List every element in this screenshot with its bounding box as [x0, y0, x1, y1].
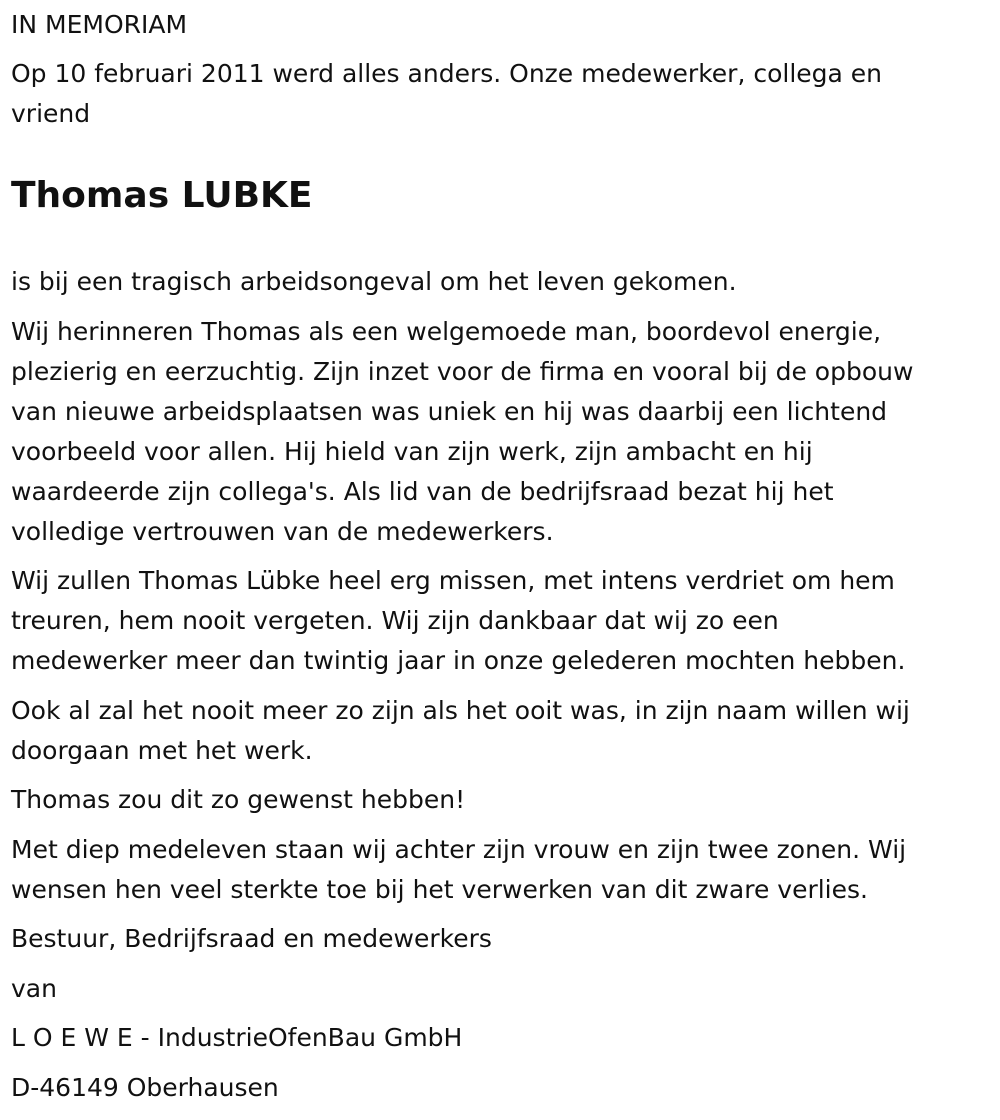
notice-title: IN MEMORIAM	[11, 10, 188, 39]
paragraph-2	[11, 312, 913, 552]
paragraph-line: Thomas zou dit zo gewenst hebben!	[11, 785, 466, 814]
paragraph-line: van nieuwe arbeidsplaatsen was uniek en hij was daarbij een lichtend	[11, 397, 888, 426]
deceased-name: Thomas LUBKE	[11, 175, 313, 216]
paragraph-line: volledige vertrouwen van de medewerkers.	[11, 517, 554, 546]
signature-line: van	[11, 974, 57, 1003]
paragraph-4	[11, 691, 910, 771]
paragraph-line: doorgaan met het werk.	[11, 736, 313, 765]
paragraph-3	[11, 561, 905, 681]
paragraph-1	[11, 262, 737, 302]
paragraph-line: plezierig en eerzuchtig. Zijn inzet voor de firma en vooral bij de opbouw	[11, 357, 914, 386]
paragraph-line: Wij zullen Thomas Lübke heel erg missen, met intens verdriet om hem	[11, 566, 895, 595]
paragraph-line: Met diep medeleven staan wij achter zijn vrouw en zijn twee zonen. Wij	[11, 835, 907, 864]
company-name: L O E W E - IndustrieOfenBau GmbH	[11, 1023, 463, 1052]
company-address: D-46149 Oberhausen	[11, 1073, 279, 1102]
intro-paragraph	[11, 54, 882, 134]
paragraph-5	[11, 780, 465, 820]
paragraph-line: voorbeeld voor allen. Hij hield van zijn werk, zijn ambacht en hij	[11, 437, 813, 466]
paragraph-line: Ook al zal het nooit meer zo zijn als het ooit was, in zijn naam willen wij	[11, 696, 910, 725]
paragraph-6	[11, 830, 906, 910]
paragraph-line: waardeerde zijn collega's. Als lid van de bedrijfsraad bezat hij het	[11, 477, 834, 506]
intro-line: vriend	[11, 99, 91, 128]
signature-line: Bestuur, Bedrijfsraad en medewerkers	[11, 924, 492, 953]
paragraph-line: is bij een tragisch arbeidsongeval om het leven gekomen.	[11, 267, 737, 296]
intro-line: Op 10 februari 2011 werd alles anders. Onze medewerker, collega en	[11, 59, 883, 88]
paragraph-line: Wij herinneren Thomas als een welgemoede man, boordevol energie,	[11, 317, 882, 346]
paragraph-line: wensen hen veel sterkte toe bij het verwerken van dit zware verlies.	[11, 875, 868, 904]
paragraph-line: treuren, hem nooit vergeten. Wij zijn dankbaar dat wij zo een	[11, 606, 779, 635]
paragraph-line: medewerker meer dan twintig jaar in onze gelederen mochten hebben.	[11, 646, 906, 675]
